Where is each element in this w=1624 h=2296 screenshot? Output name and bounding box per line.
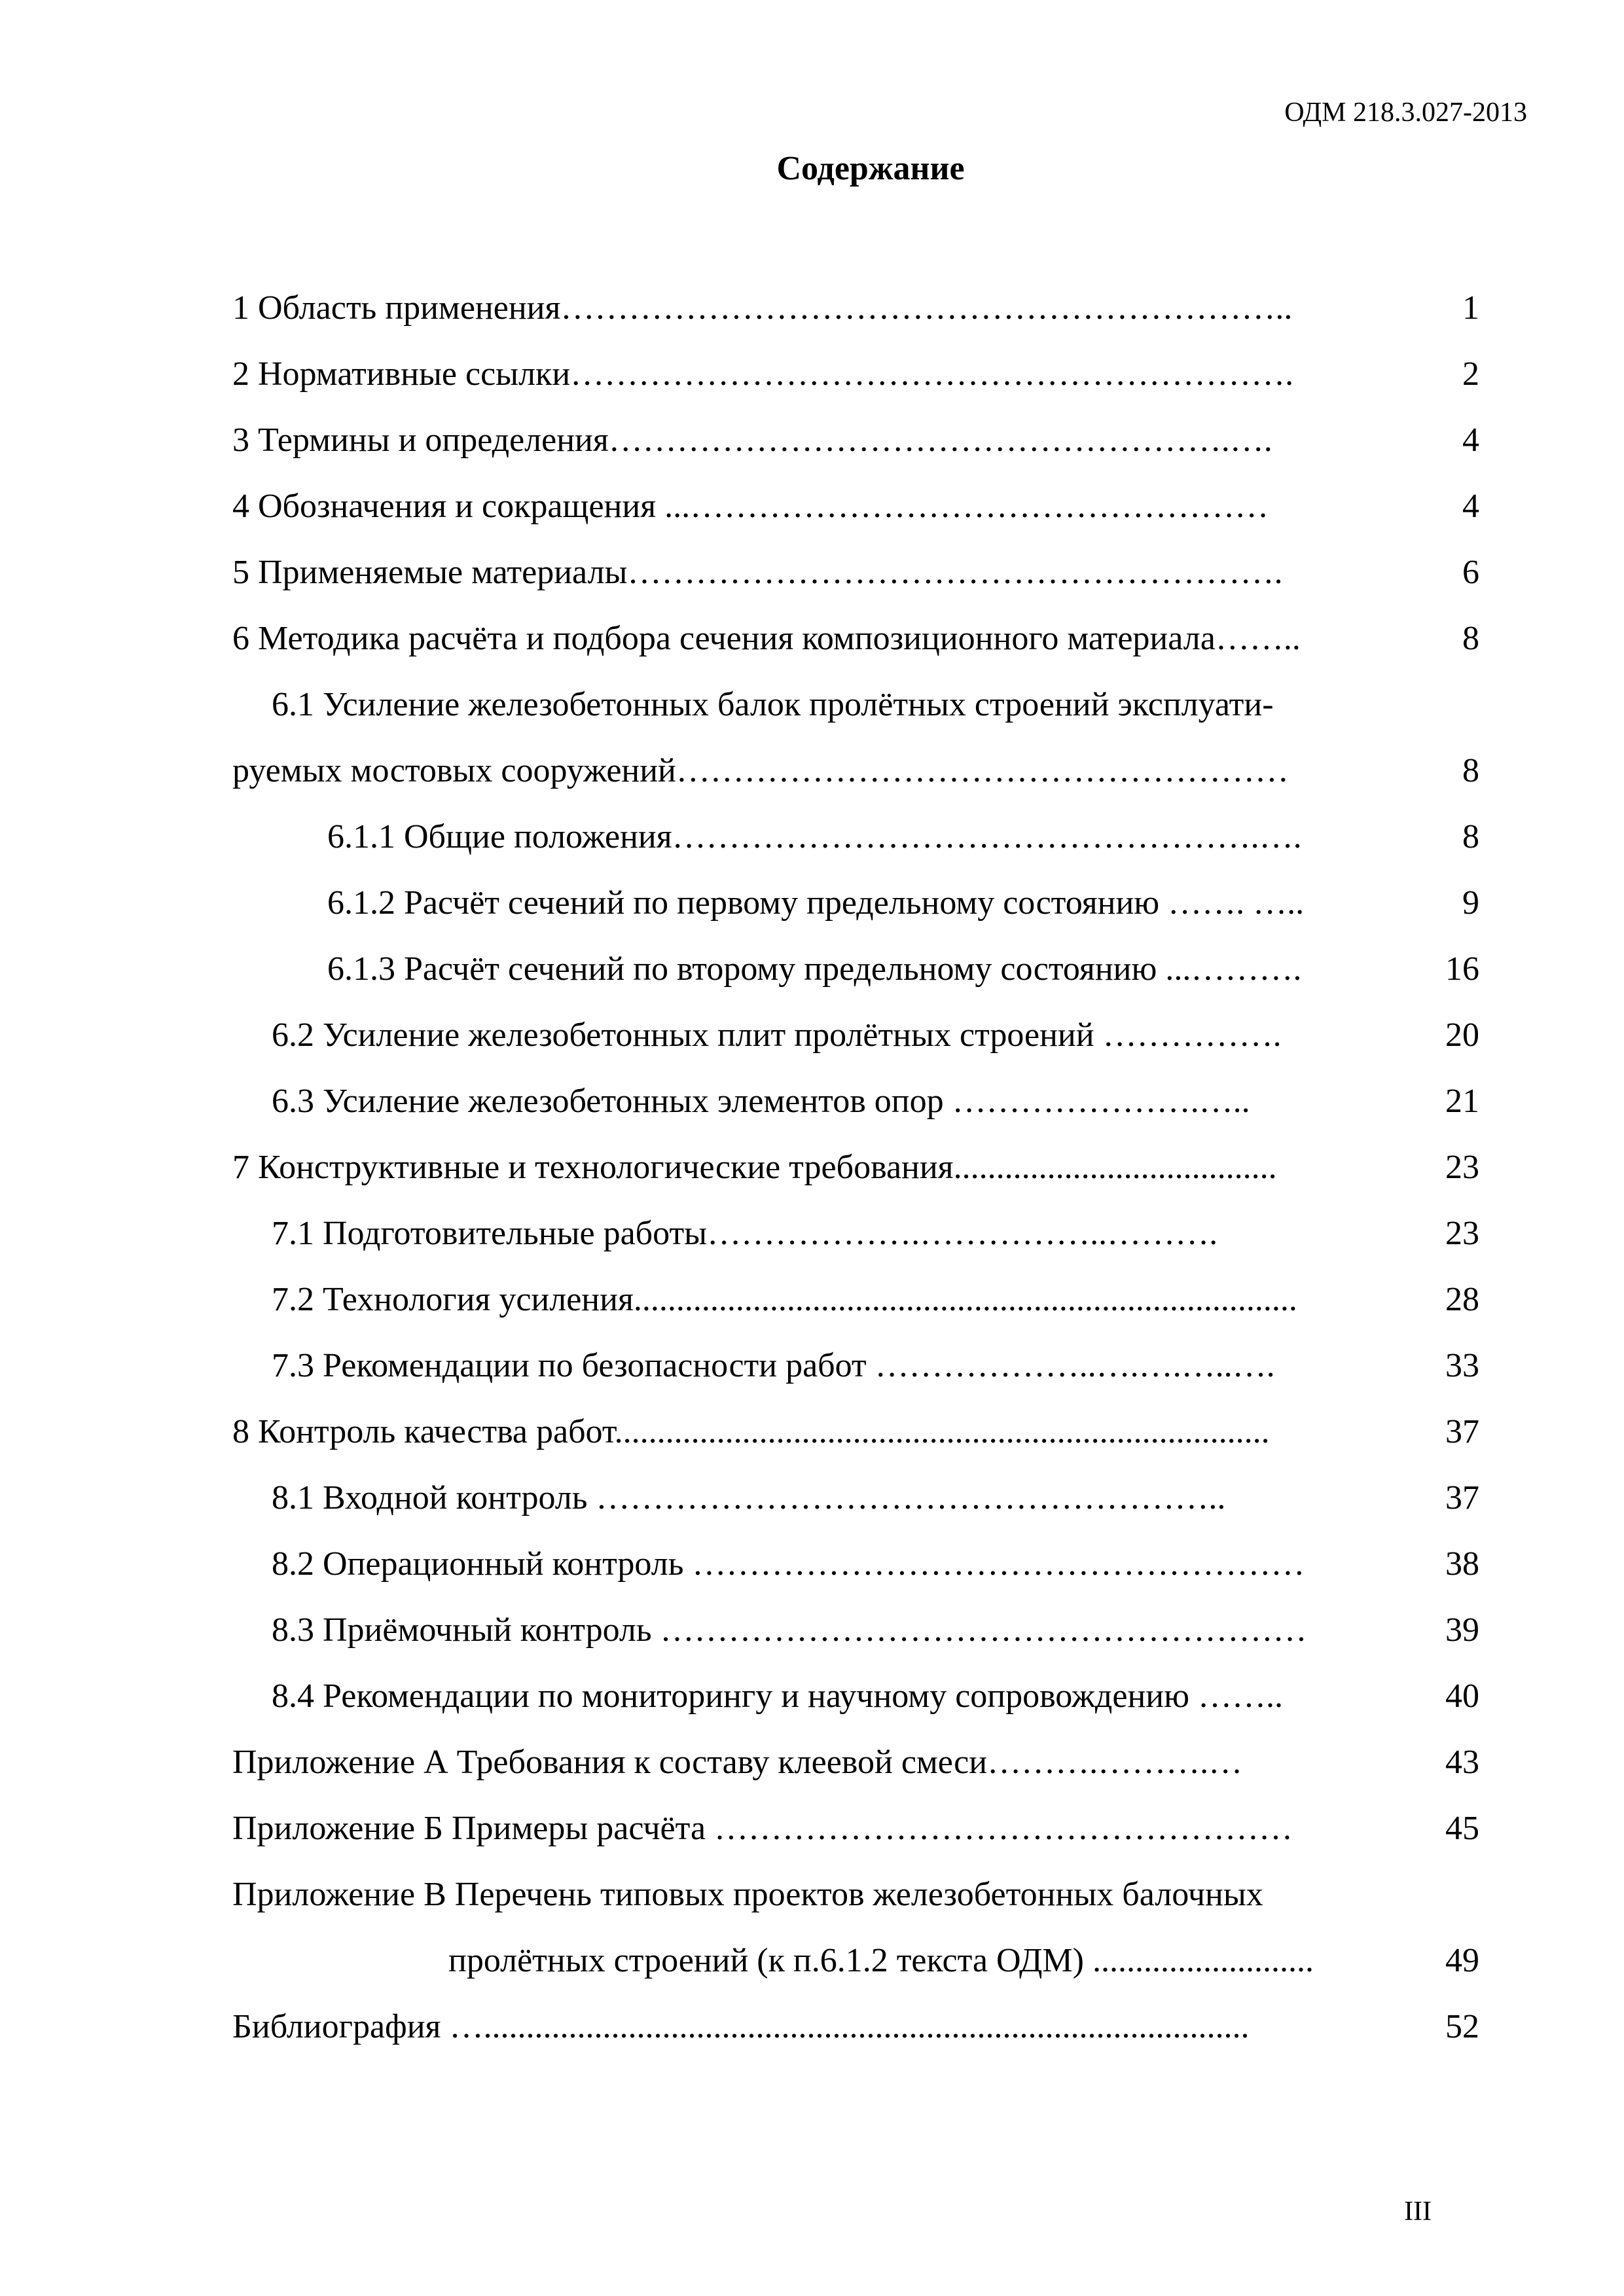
toc-entry-text: 7 Конструктивные и технологические требования...................................... — [232, 1149, 1277, 1186]
toc-page-number: 2 — [1462, 355, 1479, 393]
toc-page-number: 40 — [1445, 1677, 1479, 1715]
toc-entry[interactable] — [232, 1729, 1479, 1795]
toc-entry[interactable] — [232, 672, 1479, 738]
toc-page-number: 52 — [1445, 2008, 1479, 2045]
toc-page-number: 23 — [1445, 1215, 1479, 1252]
toc-entry[interactable] — [232, 1795, 1479, 1861]
toc-page-number: 8 — [1462, 818, 1479, 855]
toc-entry[interactable] — [232, 1663, 1479, 1729]
toc-entry[interactable] — [232, 473, 1479, 539]
toc-entry-text: пролётных строений (к п.6.1.2 текста ОДМ) .......................... — [448, 1942, 1314, 1979]
toc-entry[interactable] — [232, 1134, 1479, 1200]
toc-entry-text: Приложение Б Примеры расчёта …………………………………………… — [232, 1810, 1293, 1847]
toc-page-number: 4 — [1462, 422, 1479, 459]
toc-entry[interactable] — [232, 341, 1479, 407]
toc-entry-text: Библиография ….......................................................................................... — [232, 2008, 1250, 2045]
toc-page-number: 33 — [1445, 1347, 1479, 1384]
toc-page-number: 45 — [1445, 1810, 1479, 1847]
toc-entry-text: 8.3 Приёмочный контроль ………………………………………………… — [272, 1611, 1307, 1649]
toc-entry-text: 8.1 Входной контроль ……………………………………………….. — [272, 1479, 1226, 1516]
toc-page-number: 16 — [1445, 950, 1479, 988]
toc-page-number: 4 — [1462, 488, 1479, 525]
toc-entry[interactable] — [232, 870, 1479, 936]
toc-entry-text: 6 Методика расчёта и подбора сечения композиционного материала…….. — [232, 620, 1301, 657]
toc-page-number: 9 — [1462, 884, 1479, 922]
toc-entry[interactable] — [232, 1266, 1479, 1333]
toc-entry[interactable] — [232, 1597, 1479, 1663]
toc-entry-continuation[interactable] — [232, 1928, 1479, 1994]
toc-entry-continuation[interactable] — [232, 738, 1479, 804]
toc-page-number: 49 — [1445, 1942, 1479, 1979]
toc-entry-text: 8 Контроль качества работ............................................................................. — [232, 1413, 1270, 1450]
toc-entry-text: руемых мостовых сооружений……………………………………………… — [232, 752, 1289, 789]
toc-page-number: 8 — [1462, 752, 1479, 789]
toc-entry[interactable] — [232, 605, 1479, 672]
toc-entry[interactable] — [232, 1861, 1479, 1928]
toc-page-number: 20 — [1445, 1016, 1479, 1054]
toc-entry-text: 1 Область применения……………………………………………………….. — [232, 289, 1293, 327]
toc-entry-text: 3 Термины и определения……………………………………………….…. — [232, 422, 1272, 459]
document-code: ОДМ 218.3.027-2013 — [1284, 98, 1527, 128]
toc-entry[interactable] — [232, 1068, 1479, 1134]
toc-entry-text: Приложение А Требования к составу клеевой смеси……….……….… — [232, 1744, 1243, 1781]
toc-entry-text: 6.2 Усиление железобетонных плит пролётных строений ……………. — [272, 1016, 1282, 1054]
toc-page-number: 38 — [1445, 1545, 1479, 1583]
toc-entry[interactable] — [232, 1465, 1479, 1531]
toc-entry-text: 8.2 Операционный контроль ……………………………………………… — [272, 1545, 1305, 1583]
toc-entry-text: 4 Обозначения и сокращения ...…………………………………………… — [232, 488, 1269, 525]
toc-entry[interactable] — [232, 1399, 1479, 1465]
toc-entry[interactable] — [232, 1333, 1479, 1399]
toc-entry-text: 2 Нормативные ссылки………………………………………………………. — [232, 355, 1294, 393]
toc-page-number: 28 — [1445, 1281, 1479, 1318]
toc-entry-text: 6.1.1 Общие положения…………………………………………….…. — [327, 818, 1302, 855]
toc-entry-text: 6.1.3 Расчёт сечений по второму предельному состоянию ...………. — [327, 950, 1302, 988]
toc-entry-text: 8.4 Рекомендации по мониторингу и научному сопровождению …….. — [272, 1677, 1283, 1715]
toc-page-number: 43 — [1445, 1744, 1479, 1781]
toc-page-number: 8 — [1462, 620, 1479, 657]
page-number: III — [1404, 2197, 1432, 2227]
toc-page-number: 1 — [1462, 289, 1479, 327]
toc-entry-text: 6.3 Усиление железобетонных элементов опор ………………….….. — [272, 1083, 1250, 1120]
toc-entry-text: 5 Применяемые материалы…………………………………………………. — [232, 554, 1283, 591]
toc-entry[interactable] — [232, 407, 1479, 473]
toc-page-number: 6 — [1462, 554, 1479, 591]
toc-entry[interactable] — [232, 1002, 1479, 1068]
toc-entry-text: Приложение В Перечень типовых проектов железобетонных балочных — [232, 1876, 1263, 1913]
toc-entry[interactable] — [232, 539, 1479, 605]
toc-entry-text: 6.1 Усиление железобетонных балок пролётных строений эксплуати- — [272, 686, 1274, 723]
table-of-contents — [232, 275, 1479, 2060]
page-title: Содержание — [776, 150, 965, 187]
toc-page-number: 21 — [1445, 1083, 1479, 1120]
toc-entry-text: 7.1 Подготовительные работы……………….……………..………. — [272, 1215, 1218, 1252]
toc-entry[interactable] — [232, 1200, 1479, 1266]
toc-entry[interactable] — [232, 1994, 1479, 2060]
toc-page-number: 37 — [1445, 1479, 1479, 1516]
toc-entry[interactable] — [232, 804, 1479, 870]
toc-entry[interactable] — [232, 275, 1479, 341]
toc-entry-text: 7.2 Технология усиления.............................................................................. — [272, 1281, 1297, 1318]
toc-entry-text: 7.3 Рекомендации по безопасности работ ………………..….….…..…. — [272, 1347, 1275, 1384]
toc-page-number: 37 — [1445, 1413, 1479, 1450]
toc-entry-text: 6.1.2 Расчёт сечений по первому предельному состоянию ……. ….. — [327, 884, 1305, 922]
toc-entry[interactable] — [232, 1531, 1479, 1597]
toc-entry[interactable] — [232, 936, 1479, 1002]
toc-page-number: 39 — [1445, 1611, 1479, 1649]
toc-page-number: 23 — [1445, 1149, 1479, 1186]
